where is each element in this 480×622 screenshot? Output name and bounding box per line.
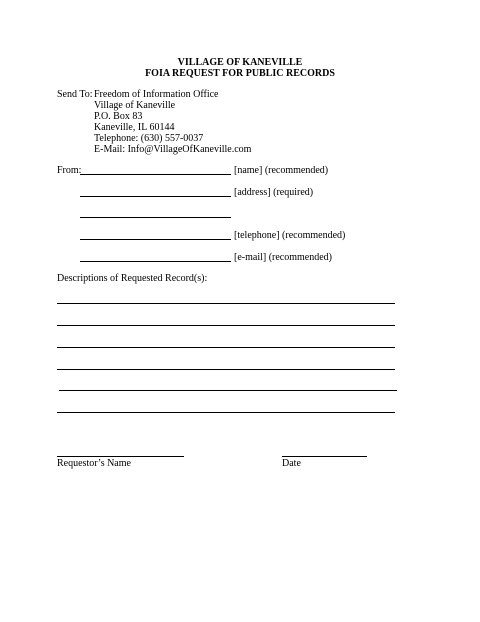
description-line-3[interactable] — [57, 347, 395, 348]
address-line-2-blank[interactable] — [80, 217, 231, 218]
description-line-4[interactable] — [57, 369, 395, 370]
description-line-2[interactable] — [57, 325, 395, 326]
send-to-label: Send To: — [57, 89, 93, 100]
description-line-6[interactable] — [57, 412, 395, 413]
form-title-foia: FOIA REQUEST FOR PUBLIC RECORDS — [145, 68, 335, 79]
send-to-telephone: Telephone: (630) 557-0037 — [94, 133, 204, 144]
descriptions-label: Descriptions of Requested Record(s): — [57, 273, 208, 284]
email-field-label: [e-mail] (recommended) — [234, 252, 333, 263]
requestor-name-label: Requestor’s Name — [57, 458, 131, 469]
address-blank[interactable] — [80, 196, 231, 197]
from-label: From: — [57, 165, 82, 176]
description-line-5[interactable] — [59, 390, 397, 391]
address-field-label: [address] (required) — [234, 187, 314, 198]
telephone-blank[interactable] — [80, 239, 231, 240]
telephone-field-label: [telephone] (recommended) — [234, 230, 346, 241]
name-field-label: [name] (recommended) — [234, 165, 329, 176]
requestor-name-blank[interactable] — [57, 456, 184, 457]
send-to-village: Village of Kaneville — [94, 100, 176, 111]
date-label: Date — [282, 458, 301, 469]
email-blank[interactable] — [80, 261, 231, 262]
send-to-po-box: P.O. Box 83 — [94, 111, 143, 122]
send-to-office: Freedom of Information Office — [94, 89, 219, 100]
form-title-village: VILLAGE OF KANEVILLE — [177, 57, 303, 68]
date-blank[interactable] — [282, 456, 367, 457]
description-line-1[interactable] — [57, 303, 395, 304]
send-to-email: E-Mail: Info@VillageOfKaneville.com — [94, 144, 252, 155]
send-to-city: Kaneville, IL 60144 — [94, 122, 175, 133]
name-blank[interactable] — [80, 174, 231, 175]
